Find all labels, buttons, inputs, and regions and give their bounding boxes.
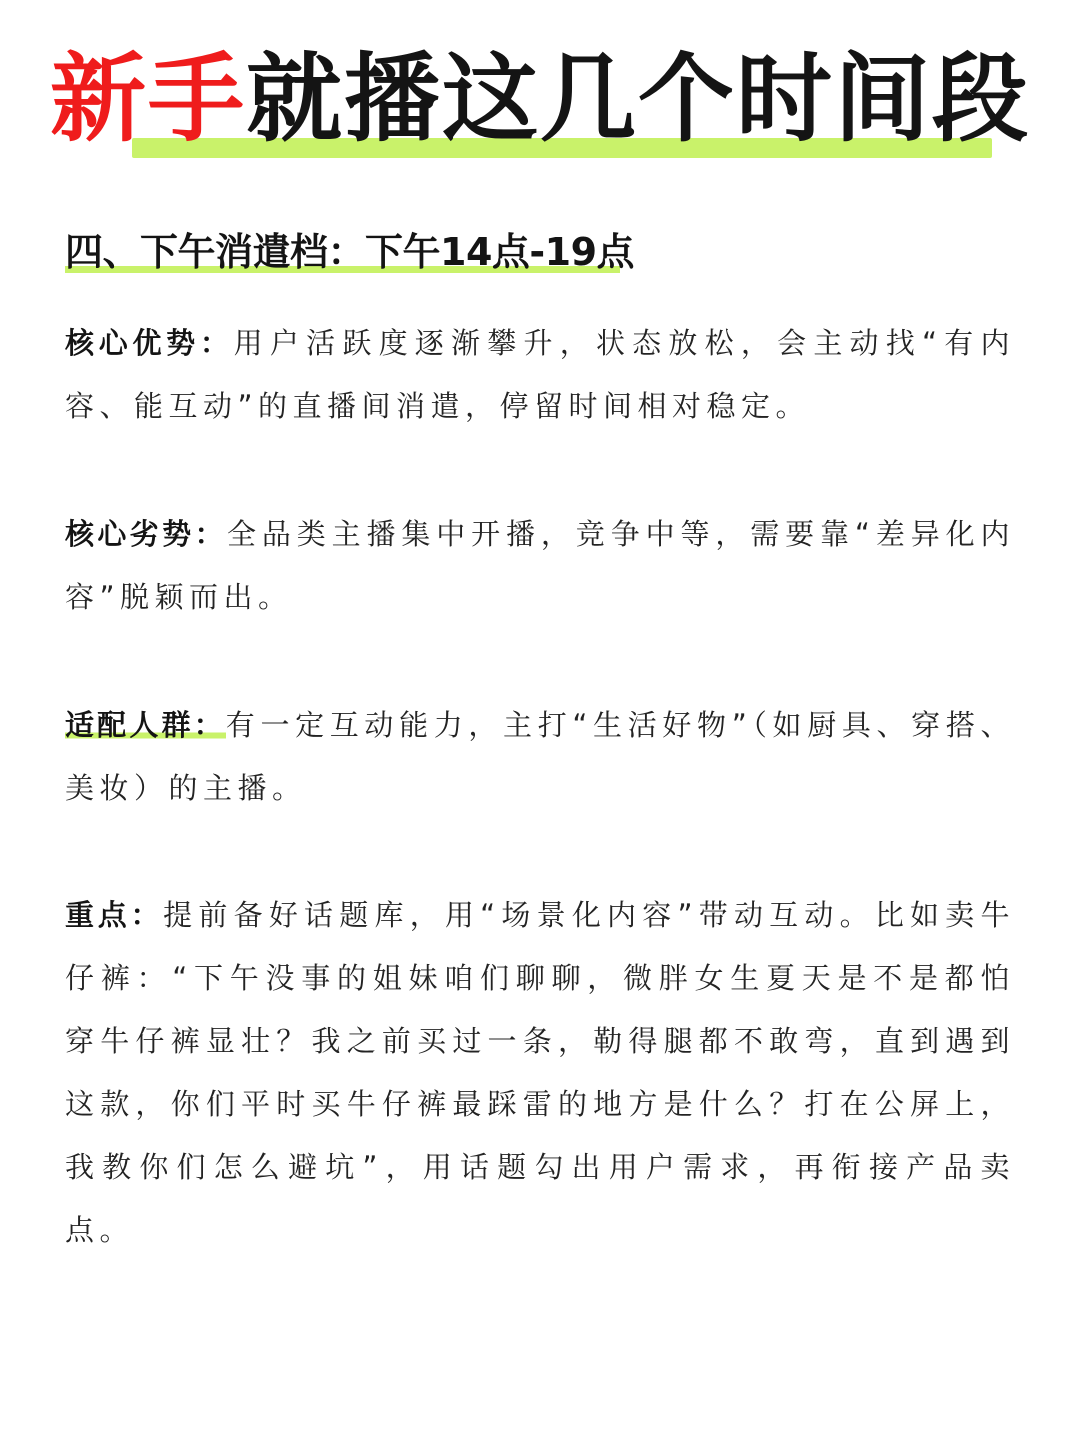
- paragraph-text: 有一定互动能力，主打“生活好物”（如厨具、穿搭、美妆）的主播。: [65, 708, 1015, 805]
- paragraph-text: 全品类主播集中开播，竞争中等，需要靠“差异化内容”脱颖而出。: [65, 517, 1015, 614]
- title-black-part: 就播这几个时间段: [246, 43, 1030, 155]
- paragraph-text: 用户活跃度逐渐攀升，状态放松，会主动找“有内容、能互动”的直播间消遣，停留时间相对稳定。: [65, 326, 1015, 423]
- section-heading: 四、下午消遣档：下午14点-19点: [65, 230, 635, 274]
- paragraph-label: 核心劣势：: [65, 517, 227, 551]
- title-red-part: 新手: [50, 43, 246, 155]
- paragraph-label: 重点：: [65, 898, 164, 932]
- title-block: [0, 44, 1080, 154]
- paragraph-core-disadvantage: [65, 503, 1015, 629]
- paragraph-target-audience: [65, 694, 1015, 820]
- paragraph-label-highlighted: 适配人群：: [65, 708, 226, 742]
- paragraph-label: 核心优势：: [65, 326, 234, 360]
- paragraph-core-advantage: [65, 312, 1015, 438]
- page-title: [46, 44, 1034, 154]
- paragraph-key-point: [65, 884, 1015, 1262]
- paragraph-text: 提前备好话题库，用“场景化内容”带动互动。比如卖牛仔裤：“下午没事的姐妹咱们聊聊，微胖女生夏天是不是都怕穿牛仔裤显壮？我之前买过一条，勒得腿都不敢弯，直到遇到这款，你们平时买牛仔裤最踩雷的地方是什么？打在公屏上，我教你们怎么避坑”，用话题勾出用户需求，再衔接产品卖点。: [65, 898, 1015, 1247]
